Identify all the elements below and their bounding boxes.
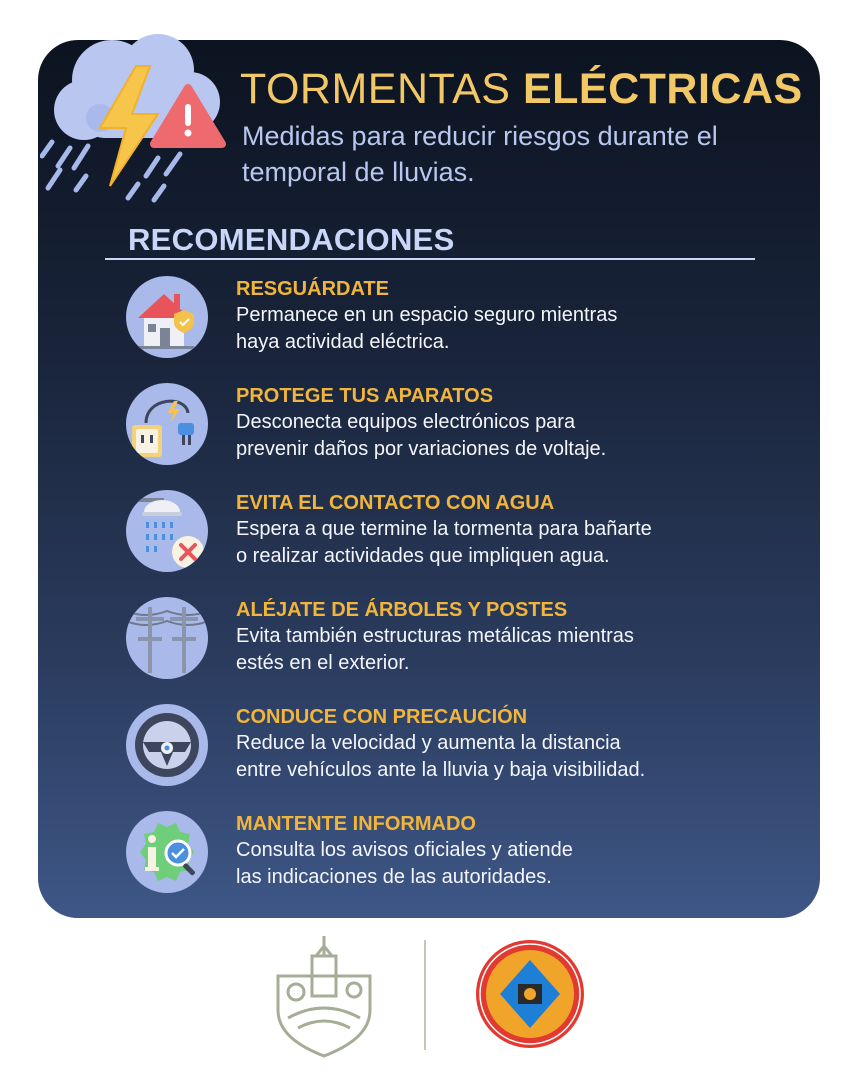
power-poles-icon <box>126 597 208 679</box>
info-magnifier-icon <box>126 811 208 893</box>
item-title: RESGUÁRDATE <box>236 278 389 300</box>
item-description: Espera a que termine la tormenta para bañarte o realizar actividades que impliquen agua. <box>236 518 652 567</box>
item-title: PROTEGE TUS APARATOS <box>236 385 494 407</box>
civil-protection-seal-logo <box>474 938 586 1050</box>
recommendation-item <box>126 704 806 794</box>
recommendation-item <box>126 383 806 473</box>
recommendation-item <box>126 276 806 366</box>
item-description: Consulta los avisos oficiales y atiende las indicaciones de las autoridades. <box>236 839 573 888</box>
title-part-1: TORMENTAS <box>240 65 523 113</box>
item-title: EVITA EL CONTACTO CON AGUA <box>236 492 555 514</box>
item-description: Permanece en un espacio seguro mientras haya actividad eléctrica. <box>236 304 618 353</box>
steering-wheel-icon <box>126 704 208 786</box>
section-title: RECOMENDACIONES <box>128 222 455 257</box>
item-title: CONDUCE CON PRECAUCIÓN <box>236 706 528 728</box>
footer-divider <box>424 940 426 1050</box>
house-shield-icon <box>126 276 208 358</box>
recommendation-item <box>126 811 806 901</box>
item-title: ALÉJATE DE ÁRBOLES Y POSTES <box>236 599 568 621</box>
city-crest-logo <box>268 932 380 1060</box>
plug-outlet-icon <box>126 383 208 465</box>
storm-cloud-lightning-warning-icon <box>40 18 240 218</box>
recommendation-item <box>126 490 806 580</box>
page-subtitle: Medidas para reducir riesgos durante el temporal de lluvias. <box>242 121 718 187</box>
recommendation-item <box>126 597 806 687</box>
item-description: Reduce la velocidad y aumenta la distancia entre vehículos ante la lluvia y baja visibilidad. <box>236 732 646 781</box>
section-divider <box>105 258 755 260</box>
shower-forbidden-icon <box>126 490 208 572</box>
title-part-2: ELÉCTRICAS <box>522 65 803 113</box>
item-description: Evita también estructuras metálicas mientras estés en el exterior. <box>236 625 634 674</box>
page-title <box>240 64 803 114</box>
item-title: MANTENTE INFORMADO <box>236 813 476 835</box>
item-description: Desconecta equipos electrónicos para prevenir daños por variaciones de voltaje. <box>236 411 607 460</box>
